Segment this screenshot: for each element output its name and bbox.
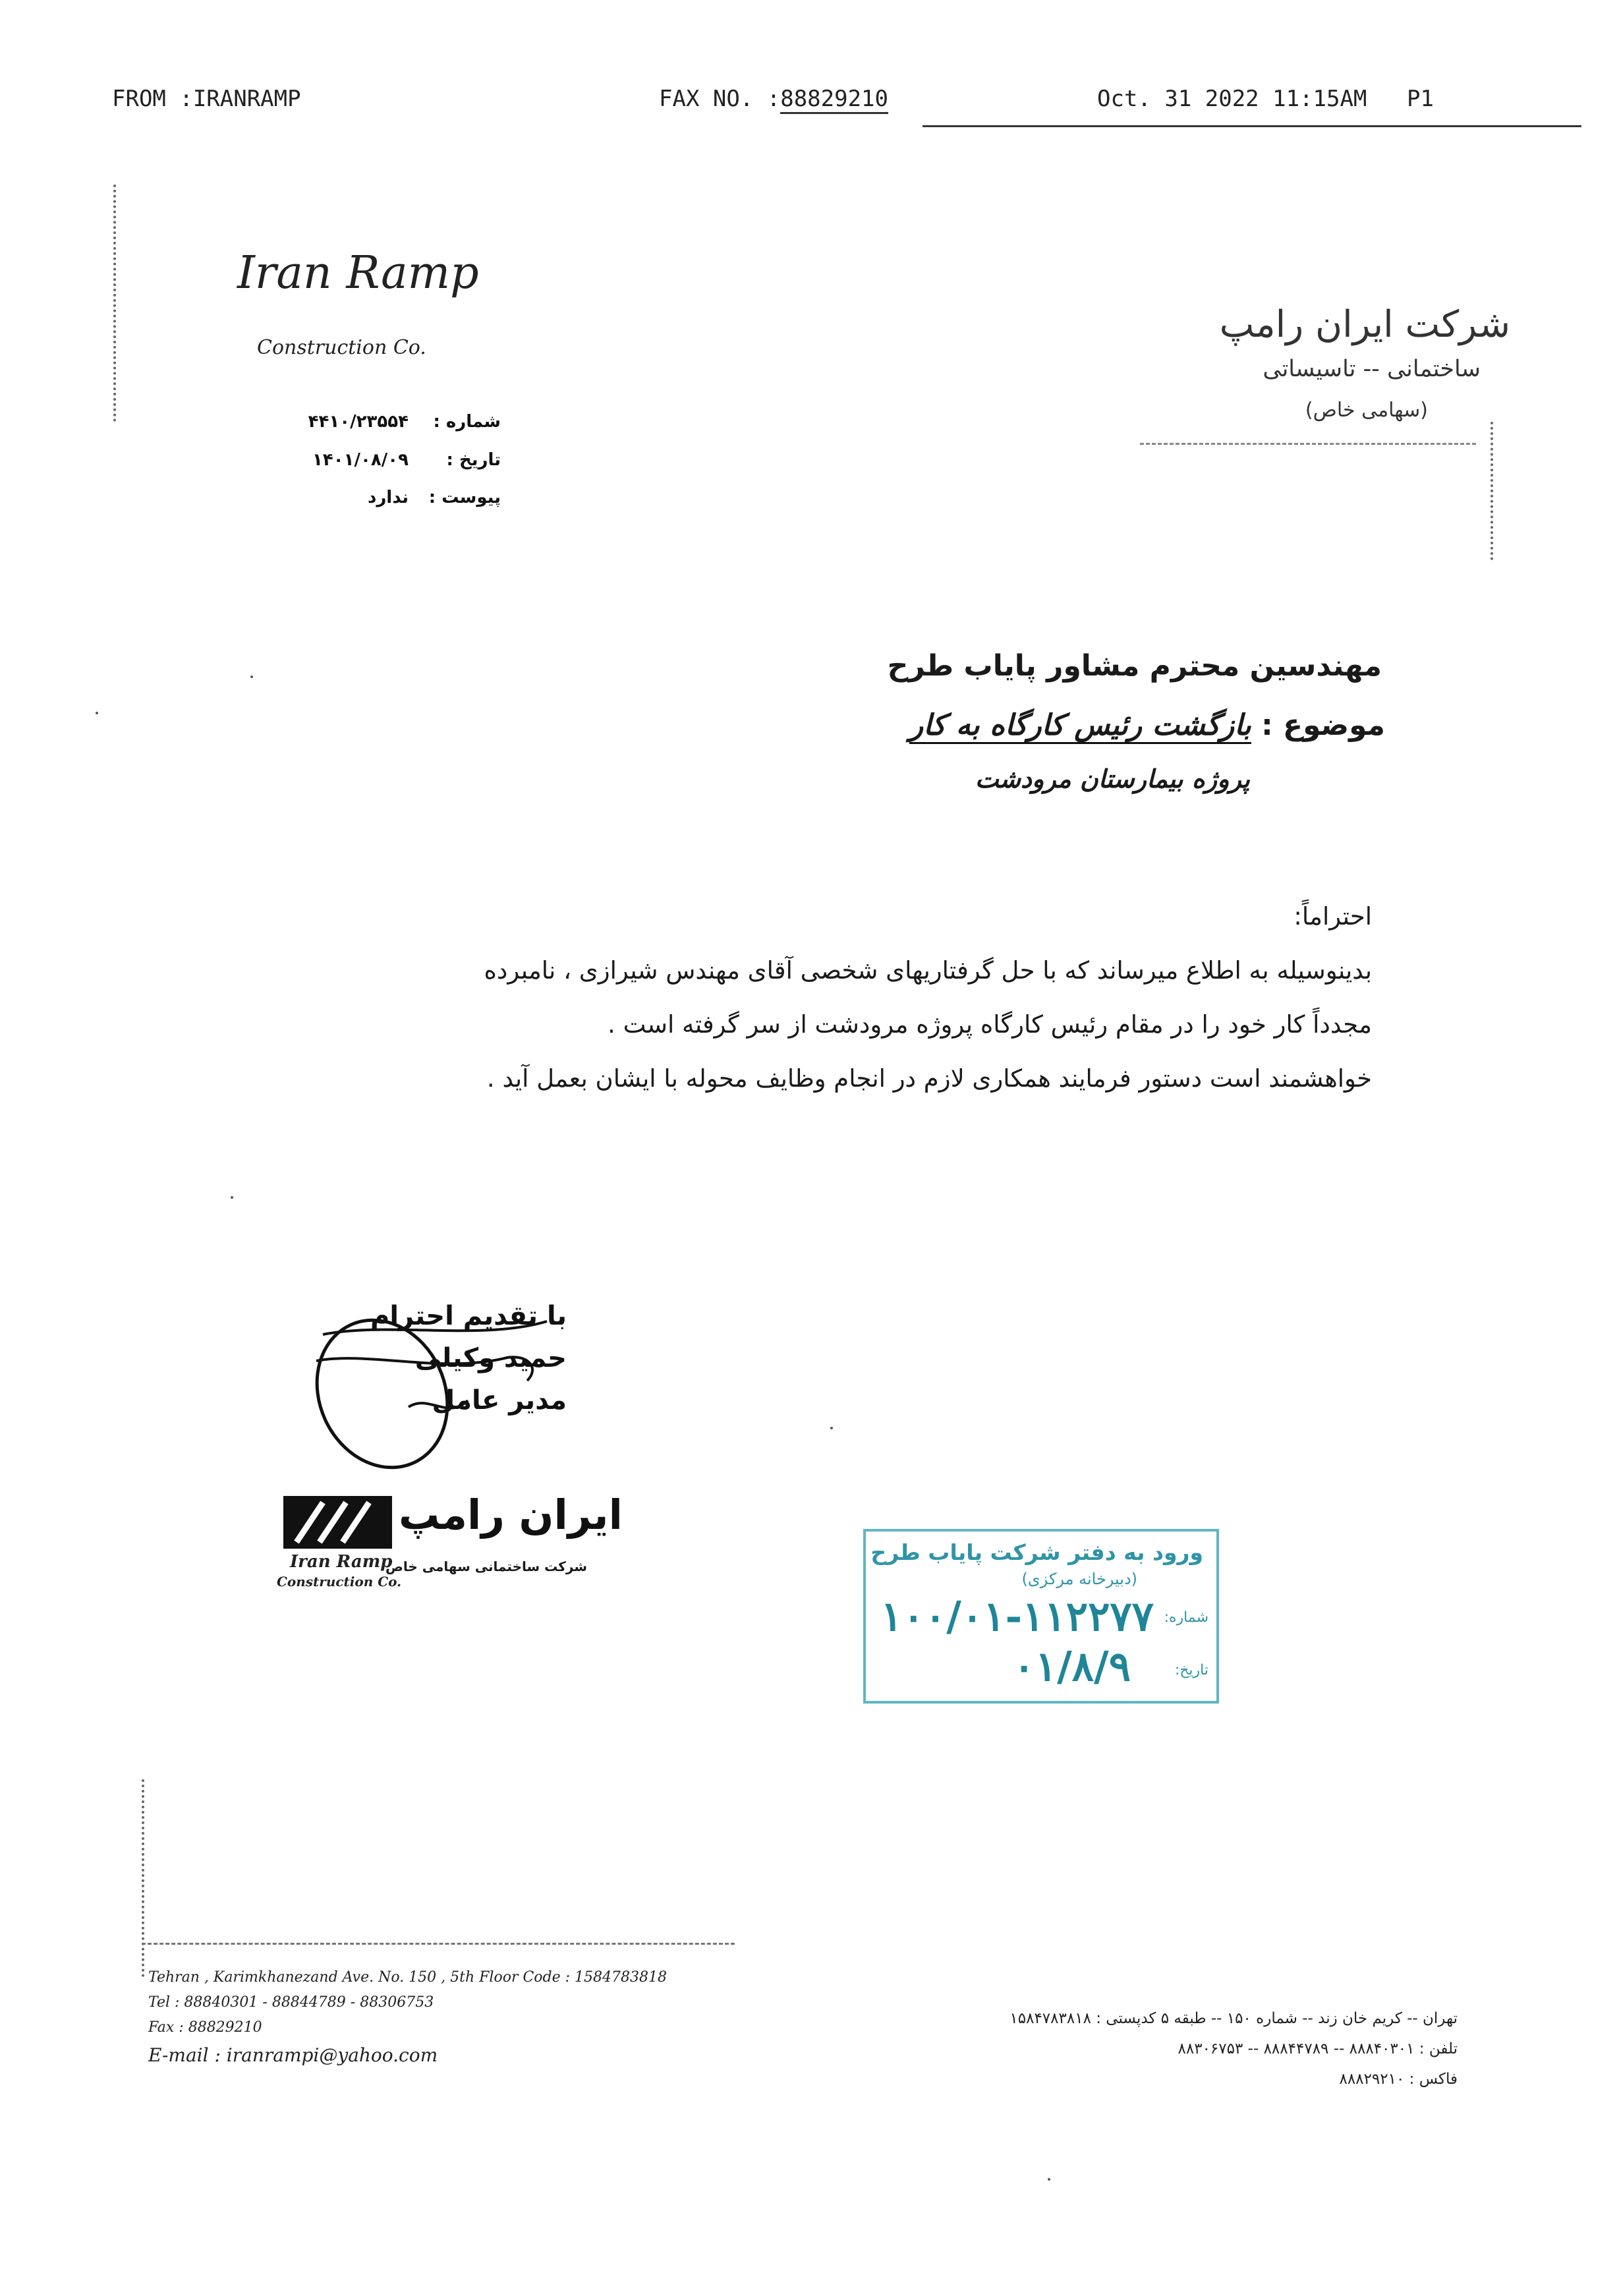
signature-block (316, 1295, 567, 1486)
footer-en-fax: Fax : 88829210 (148, 2019, 262, 2036)
logo-en-name: Iran Ramp (290, 1552, 393, 1572)
body-line: مجدداً کار خود را در مقام رئیس کارگاه پروژه مرودشت از سر گرفته است . (608, 1010, 1372, 1039)
signature-title: مدیر عامل (432, 1385, 567, 1416)
noise-speck (250, 675, 253, 678)
signature-name: حمید وکیلی (414, 1343, 567, 1373)
stamp-date-label: تاریخ: (1174, 1662, 1208, 1679)
fax-number-label: FAX NO. : (659, 86, 781, 112)
noise-speck (830, 1427, 833, 1429)
noise-speck (231, 1196, 233, 1199)
body-greeting: احتراماً: (1293, 902, 1372, 931)
body-line: بدینوسیله به اطلاع میرساند که با حل گرفتاریهای شخصی آقای مهندس شیرازی ، نامبرده (484, 956, 1372, 985)
handwritten-signature-icon (310, 1295, 573, 1486)
subject-label: موضوع : (1261, 708, 1385, 742)
stamp-subtitle: (دبیرخانه مرکزی) (1021, 1570, 1137, 1588)
company-name-fa: شرکت ایران رامپ (1219, 303, 1510, 346)
letter-attachment-row (250, 488, 501, 514)
letter-attachment-value: ندارد (367, 488, 409, 507)
letter-date-value: ۱۴۰۱/۰۸/۰۹ (312, 450, 409, 470)
company-type-fa: (سهامی خاص) (1305, 399, 1428, 422)
footer-fa-fax: فاکس : ۸۸۸۲۹۲۱۰ (1339, 2071, 1458, 2088)
logo-en-subtitle: Construction Co. (277, 1574, 402, 1590)
company-logo (277, 1491, 623, 1605)
receipt-stamp (863, 1529, 1219, 1704)
letter-number-row (250, 412, 501, 438)
company-name-en: Iran Ramp (237, 247, 479, 299)
footer-fa-address: تهران -- کریم خان زند -- شماره ۱۵۰ -- طبقه ۵ کدپستی : ۱۵۸۴۷۸۳۸۱۸ (1009, 2010, 1458, 2027)
footer-en (148, 1965, 667, 2071)
letter-number-value: ۴۴۱۰/۲۳۵۵۴ (308, 412, 409, 432)
stamp-number-value: ۱۰۰/۰۱-۱۱۲۲۷۷ (880, 1592, 1154, 1640)
fax-number: 88829210 (780, 86, 888, 114)
footer-en-tel: Tel : 88840301 - 88844789 - 88306753 (148, 1994, 434, 2011)
stamp-number-label: شماره: (1164, 1609, 1208, 1626)
fax-noise-left (113, 185, 118, 422)
fax-noise-left-bottom (142, 1779, 146, 1977)
letter-date-row (250, 450, 501, 476)
noise-speck (1048, 2178, 1050, 2181)
footer-fa (1009, 2003, 1458, 2094)
header-dashed-rule (1140, 443, 1476, 445)
logo-fa-subtitle: شرکت ساختمانی سهامی خاص (385, 1559, 588, 1574)
company-activity-fa: ساختمانی -- تاسیساتی (1263, 356, 1481, 382)
letter-body (252, 890, 1372, 1106)
subject-project: پروژه بیمارستان مرودشت (975, 764, 1250, 793)
stamp-title: ورود به دفتر شرکت پایاب طرح (870, 1539, 1203, 1565)
ramp-logo-icon (283, 1496, 392, 1549)
recipient: مهندسین محترم مشاور پایاب طرح (887, 649, 1382, 683)
fax-datetime: Oct. 31 2022 11:15AM (1097, 86, 1367, 112)
signature-closing: با تقدیم احترام (370, 1301, 567, 1331)
fax-page: P1 (1407, 86, 1434, 112)
fax-header-rule (923, 125, 1581, 127)
fax-number-group (659, 86, 888, 112)
letter-number-label: شماره : (433, 412, 501, 432)
fax-noise-right (1491, 422, 1495, 560)
footer-en-address: Tehran , Karimkhanezand Ave. No. 150 , 5th Floor Code : 1584783818 (148, 1969, 667, 1986)
subject-text: بازگشت رئیس کارگاه به کار (909, 708, 1251, 744)
subject-line (909, 708, 1385, 742)
logo-fa-name: ایران رامپ (399, 1491, 623, 1539)
body-line: خواهشمند است دستور فرمایند همکاری لازم در انجام وظایف محوله با ایشان بعمل آید . (486, 1064, 1372, 1093)
letter-date-label: تاریخ : (446, 450, 501, 470)
noise-speck (96, 712, 98, 714)
fax-from: FROM :IRANRAMP (112, 86, 301, 112)
stamp-date-value: ۰۱/۸/۹ (1013, 1642, 1131, 1690)
letter-attachment-label: پیوست : (428, 488, 501, 507)
footer-fa-tel: تلفن : ۸۸۸۴۰۳۰۱ -- ۸۸۸۴۴۷۸۹ -- ۸۸۳۰۶۷۵۳ (1178, 2040, 1458, 2057)
footer-rule (142, 1943, 735, 1945)
footer-en-email: E-mail : iranrampi@yahoo.com (148, 2044, 438, 2066)
company-subtitle-en: Construction Co. (257, 336, 426, 359)
